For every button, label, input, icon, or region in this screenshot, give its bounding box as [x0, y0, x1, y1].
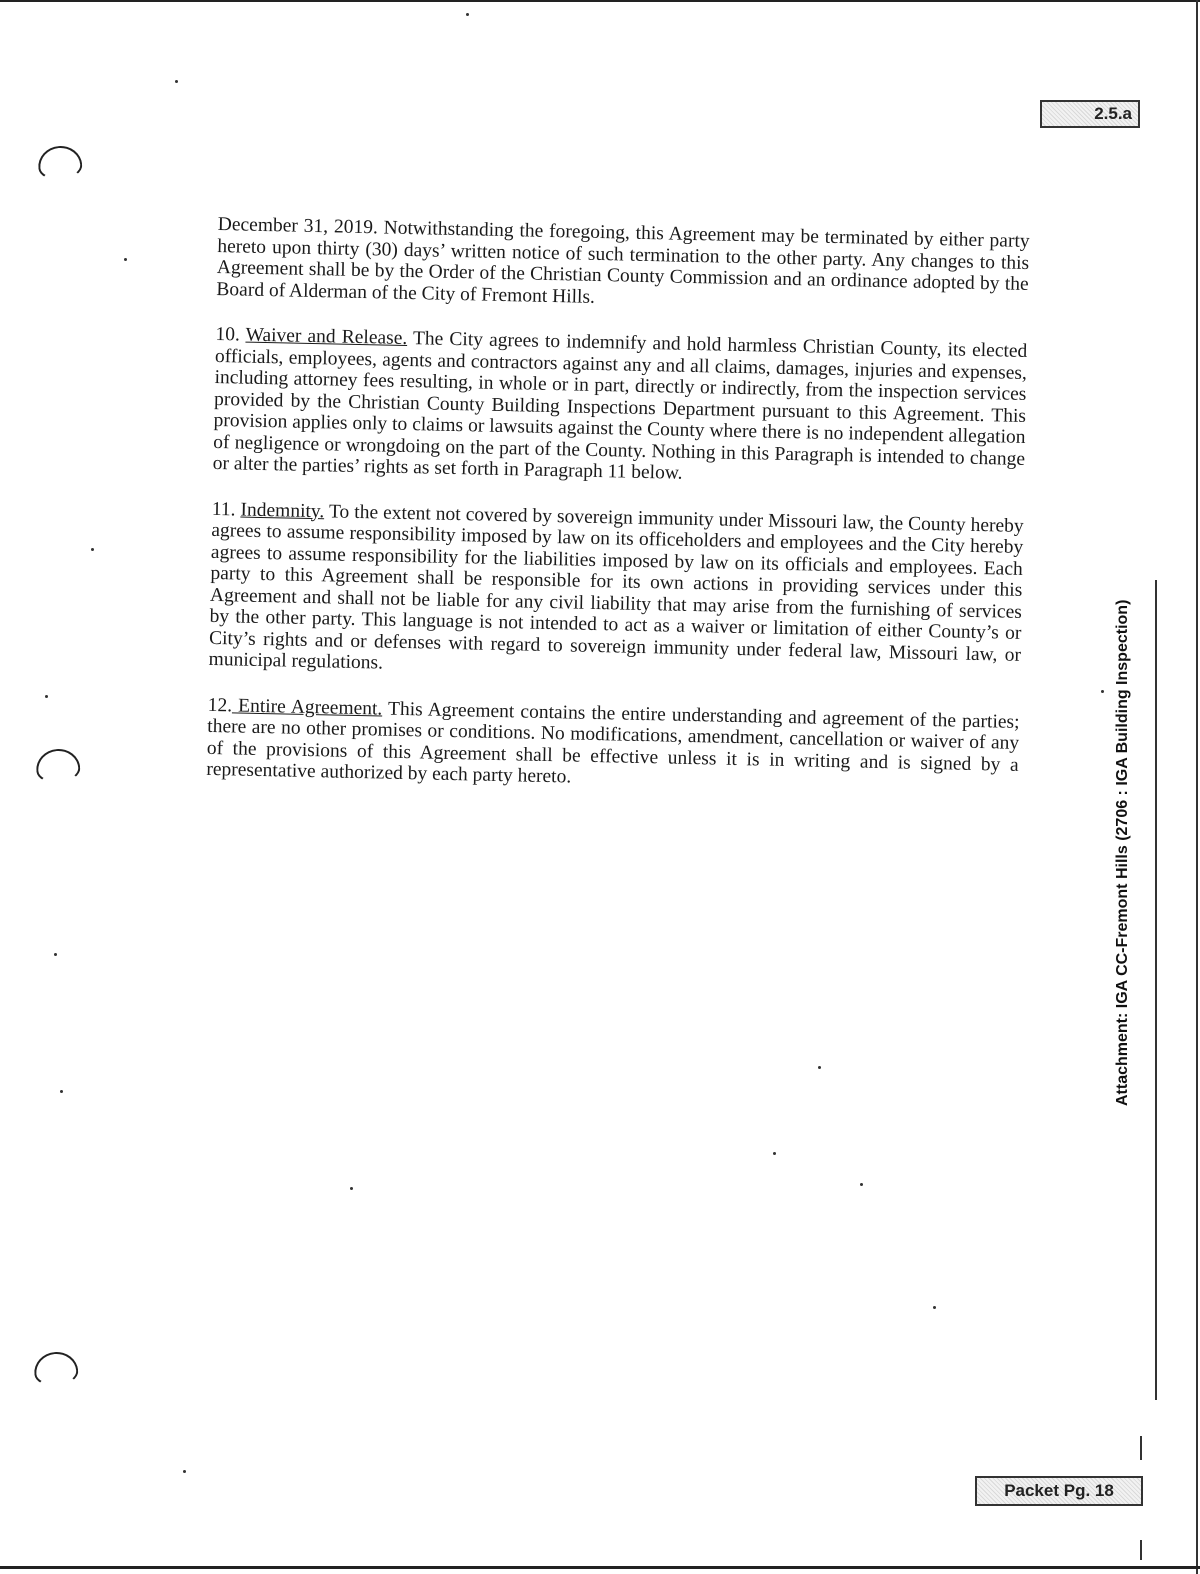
paragraph-number: 10. [215, 323, 246, 346]
scan-edge-bottom [0, 1566, 1200, 1569]
side-rule [1140, 1436, 1142, 1460]
side-rule [1155, 580, 1157, 1400]
scan-speck [175, 80, 178, 83]
paragraph-heading: Entire Agreement. [231, 694, 383, 720]
paragraph-text: The City agrees to indemnify and hold harmless Christian County, its elected officials, employees, agents and contractors against any and all claims, damages, injuries and expenses, including attorney fees resulting, in whole or in part, directly or indirectly, from the inspection services provided by the Christian County Building Inspections Department pursuant to this Agreement. This provision applies only to claims or lawsuits against the County where there is no independent allegation of negligence or wrongdoing on the part of the County. Nothing in this Paragraph is intended to change or alter the parties’ rights as set forth in Paragraph 11 below. [212, 327, 1028, 484]
paragraph-text: December 31, 2019. Notwithstanding the foregoing, this Agreement may be terminated by either party hereto upon thirty (30) days’ written notice of such termination to the other party. Any changes to this Agreement shall be by the Order of the Christian County Commission and an ordinance adopted by the Board of Alderman of the City of Fremont Hills. [216, 214, 1030, 308]
packet-page-badge: Packet Pg. 18 [975, 1476, 1143, 1506]
scan-edge-top [0, 0, 1200, 2]
paragraph-term-continuation [216, 214, 1030, 317]
scan-speck [45, 695, 48, 698]
document-body [206, 214, 1030, 821]
scan-speck [466, 13, 469, 16]
side-rule [1140, 1540, 1142, 1560]
scan-speck [60, 1090, 63, 1093]
scan-speck [773, 1152, 776, 1155]
punch-hole-bottom [33, 1350, 80, 1388]
section-badge: 2.5.a [1040, 100, 1140, 128]
scan-speck [183, 1470, 186, 1473]
scan-speck [818, 1066, 821, 1069]
paragraph-text: To the extent not covered by sovereign immunity under Missouri law, the County hereby agrees to assume responsibility imposed by law on its officeholders and employees and the City hereby agrees to assume responsibility for the liabilities imposed by law on its officials and employees. Each party to this Agreement shall be responsible for its own actions in providing services under this Agreement and shall not be liable for any civil liability that may arise from the furnishing of services by the other party. This language is not intended to act as a waiver or limitation of either County’s or City’s rights and or defenses with regard to sovereign immunity under federal law, Missouri law, or municipal regulations. [208, 500, 1024, 674]
attachment-side-label: Attachment: IGA CC-Fremont Hills (2706 : IGA Building Inspection) [1114, 599, 1131, 1106]
punch-hole-middle [35, 747, 82, 785]
scan-speck [124, 258, 127, 261]
punch-hole-top [37, 144, 84, 182]
paragraph-heading: Waiver and Release. [245, 324, 408, 349]
paragraph-heading: Indemnity. [240, 499, 325, 522]
scan-speck [350, 1187, 353, 1190]
paragraph-waiver-and-release [213, 324, 1028, 491]
scan-speck [54, 953, 57, 956]
scan-speck [860, 1183, 863, 1186]
paragraph-number: 12. [207, 694, 233, 716]
scan-speck [1101, 690, 1104, 693]
paragraph-entire-agreement [206, 694, 1020, 797]
paragraph-indemnity [208, 498, 1023, 687]
scan-speck [933, 1306, 936, 1309]
paragraph-text: This Agreement contains the entire understanding and agreement of the parties; there are no other promises or conditions. No modifications, amendment, cancellation or waiver of any of the provisions of this Agreement shall be effective unless it is in writing and is signed by a representative authorized by each party hereto. [206, 698, 1020, 788]
scan-edge-right [1196, 0, 1198, 1574]
scan-speck [91, 548, 94, 551]
paragraph-number: 11. [211, 498, 241, 521]
